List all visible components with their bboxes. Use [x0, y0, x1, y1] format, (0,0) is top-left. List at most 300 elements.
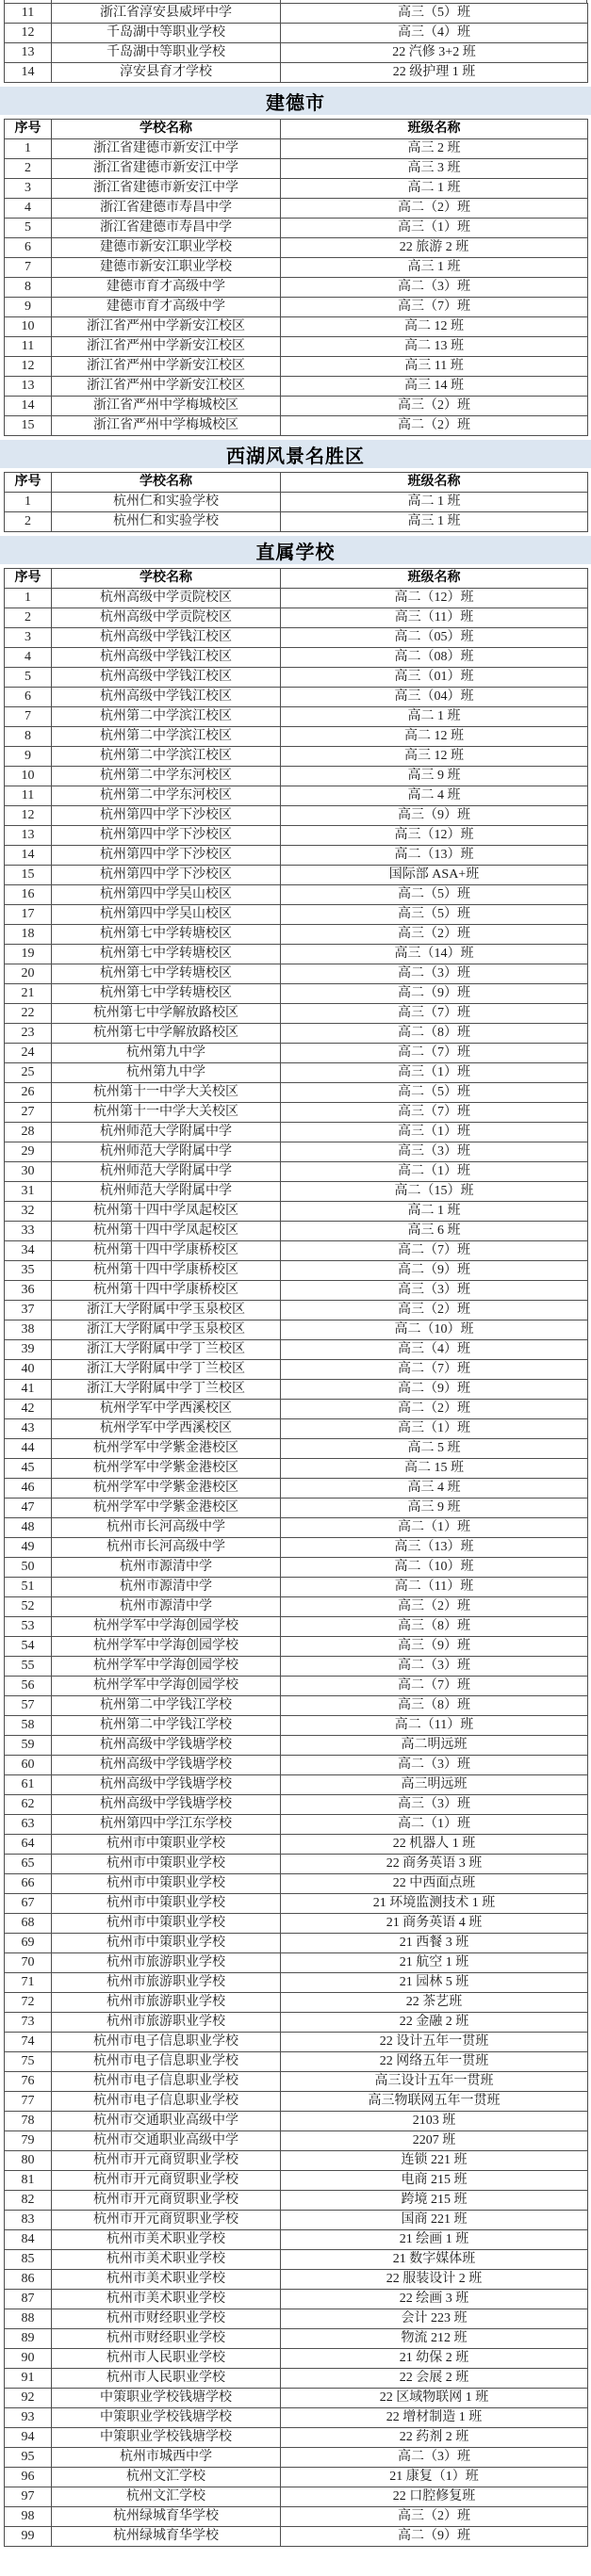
row-index-cell: 40 — [5, 1360, 52, 1380]
row-index-cell: 51 — [5, 1578, 52, 1597]
row-index-cell: 80 — [5, 2151, 52, 2171]
roster-table — [4, 119, 588, 436]
table-row — [5, 984, 588, 1004]
school-name-cell: 浙江省严州中学新安江校区 — [52, 317, 281, 337]
row-index-cell: 1 — [5, 589, 52, 608]
table-row — [5, 1914, 588, 1934]
school-name-cell: 杭州高级中学钱塘学校 — [52, 1775, 281, 1795]
row-index-cell: 49 — [5, 1538, 52, 1558]
class-name-cell: 高二（3）班 — [281, 1756, 588, 1775]
class-name-cell: 高二（2）班 — [281, 199, 588, 219]
class-name-cell: 21 幼保 2 班 — [281, 2349, 588, 2369]
class-name-cell: 高二（11）班 — [281, 1716, 588, 1736]
column-border-stub — [280, 0, 281, 3]
row-index-cell: 18 — [5, 925, 52, 945]
section-title-band: 直属学校 — [0, 536, 591, 564]
class-name-cell: 高二（9）班 — [281, 984, 588, 1004]
row-index-cell: 12 — [5, 357, 52, 377]
school-name-cell: 浙江省淳安县威坪中学 — [52, 4, 281, 24]
school-name-cell: 杭州第七中学转塘校区 — [52, 945, 281, 964]
table-row — [5, 1973, 588, 1993]
table-row — [5, 1024, 588, 1044]
row-index-cell: 17 — [5, 905, 52, 925]
class-name-cell: 物流 212 班 — [281, 2329, 588, 2349]
class-name-cell: 21 绘画 1 班 — [281, 2230, 588, 2250]
table-row — [5, 1004, 588, 1024]
table-row — [5, 4, 588, 24]
school-name-cell: 杭州仁和实验学校 — [52, 493, 281, 512]
class-name-cell: 高三（7）班 — [281, 1004, 588, 1024]
row-index-cell: 30 — [5, 1162, 52, 1182]
school-name-cell: 杭州绿城育华学校 — [52, 2527, 281, 2547]
row-index-cell: 73 — [5, 2013, 52, 2033]
class-name-cell: 22 服装设计 2 班 — [281, 2270, 588, 2290]
row-index-cell: 75 — [5, 2052, 52, 2072]
row-index-cell: 86 — [5, 2270, 52, 2290]
table-row — [5, 1617, 588, 1637]
school-name-cell: 杭州市财经职业学校 — [52, 2329, 281, 2349]
table-row — [5, 1123, 588, 1142]
row-index-cell: 10 — [5, 317, 52, 337]
school-name-cell: 浙江大学附属中学玉泉校区 — [52, 1320, 281, 1340]
class-name-cell: 21 园林 5 班 — [281, 1973, 588, 1993]
school-name-cell: 杭州市长河高级中学 — [52, 1518, 281, 1538]
roster-table — [4, 472, 588, 532]
class-name-cell: 高二（7）班 — [281, 1044, 588, 1063]
school-name-cell: 杭州第二中学滨江校区 — [52, 707, 281, 727]
row-index-cell: 25 — [5, 1063, 52, 1083]
class-name-cell: 高三（3）班 — [281, 1795, 588, 1815]
table-row — [5, 589, 588, 608]
class-name-cell: 2207 班 — [281, 2131, 588, 2151]
school-name-cell: 杭州市美术职业学校 — [52, 2270, 281, 2290]
school-name-cell: 建德市育才高级中学 — [52, 298, 281, 317]
table-row — [5, 2092, 588, 2112]
table-row — [5, 397, 588, 416]
class-name-cell: 高三 6 班 — [281, 1222, 588, 1241]
school-name-cell: 杭州绿城育华学校 — [52, 2507, 281, 2527]
class-name-cell: 跨境 215 班 — [281, 2191, 588, 2211]
table-row — [5, 493, 588, 512]
row-index-cell: 44 — [5, 1439, 52, 1459]
class-name-cell: 高三（8）班 — [281, 1617, 588, 1637]
class-name-cell: 高三（3）班 — [281, 1142, 588, 1162]
table-row — [5, 1261, 588, 1281]
column-header: 学校名称 — [52, 569, 281, 589]
column-header: 学校名称 — [52, 473, 281, 493]
row-index-cell: 58 — [5, 1716, 52, 1736]
table-row — [5, 298, 588, 317]
row-index-cell: 9 — [5, 747, 52, 767]
table-row — [5, 2052, 588, 2072]
school-name-cell: 杭州市电子信息职业学校 — [52, 2072, 281, 2092]
school-name-cell: 杭州第四中学下沙校区 — [52, 866, 281, 885]
school-name-cell: 杭州市开元商贸职业学校 — [52, 2191, 281, 2211]
table-row — [5, 179, 588, 199]
table-row — [5, 648, 588, 668]
table-row — [5, 63, 588, 83]
table-row — [5, 1993, 588, 2013]
roster-table — [4, 568, 588, 2547]
class-name-cell: 高二 5 班 — [281, 1439, 588, 1459]
table-row — [5, 806, 588, 826]
row-index-cell: 94 — [5, 2428, 52, 2448]
row-index-cell: 61 — [5, 1775, 52, 1795]
table-row — [5, 905, 588, 925]
class-name-cell: 高二（9）班 — [281, 2527, 588, 2547]
class-name-cell: 21 西餐 3 班 — [281, 1934, 588, 1953]
table-row — [5, 1320, 588, 1340]
class-name-cell: 高二 13 班 — [281, 337, 588, 357]
column-header: 序号 — [5, 120, 52, 139]
row-index-cell: 65 — [5, 1855, 52, 1874]
school-name-cell: 杭州市美术职业学校 — [52, 2230, 281, 2250]
school-name-cell: 建德市新安江职业学校 — [52, 258, 281, 278]
table-row — [5, 139, 588, 159]
class-name-cell: 22 药剂 2 班 — [281, 2428, 588, 2448]
class-name-cell: 22 增材制造 1 班 — [281, 2408, 588, 2428]
class-name-cell: 高三 11 班 — [281, 357, 588, 377]
row-index-cell: 19 — [5, 945, 52, 964]
row-index-cell: 33 — [5, 1222, 52, 1241]
school-name-cell: 杭州市源清中学 — [52, 1558, 281, 1578]
school-name-cell: 杭州学军中学海创园学校 — [52, 1677, 281, 1696]
row-index-cell: 60 — [5, 1756, 52, 1775]
school-name-cell: 浙江省严州中学新安江校区 — [52, 337, 281, 357]
row-index-cell: 78 — [5, 2112, 52, 2131]
table-row — [5, 1301, 588, 1320]
school-name-cell: 杭州市源清中学 — [52, 1578, 281, 1597]
school-name-cell: 杭州第七中学转塘校区 — [52, 925, 281, 945]
school-name-cell: 浙江大学附属中学丁兰校区 — [52, 1340, 281, 1360]
table-row — [5, 1380, 588, 1400]
row-index-cell: 6 — [5, 238, 52, 258]
row-index-cell: 20 — [5, 964, 52, 984]
table-row — [5, 1044, 588, 1063]
school-name-cell: 浙江大学附属中学丁兰校区 — [52, 1380, 281, 1400]
school-name-cell: 杭州市电子信息职业学校 — [52, 2033, 281, 2052]
table-row — [5, 1874, 588, 1894]
class-name-cell: 高三 3 班 — [281, 159, 588, 179]
class-name-cell: 22 商务英语 3 班 — [281, 1855, 588, 1874]
school-name-cell: 杭州第四中学吴山校区 — [52, 905, 281, 925]
class-name-cell: 22 绘画 3 班 — [281, 2290, 588, 2309]
table-row — [5, 1419, 588, 1439]
class-name-cell: 高二（2）班 — [281, 1400, 588, 1419]
table-row — [5, 199, 588, 219]
class-name-cell: 高二（8）班 — [281, 1024, 588, 1044]
row-index-cell: 29 — [5, 1142, 52, 1162]
row-index-cell: 69 — [5, 1934, 52, 1953]
row-index-cell: 76 — [5, 2072, 52, 2092]
class-name-cell: 22 茶艺班 — [281, 1993, 588, 2013]
class-name-cell: 22 金融 2 班 — [281, 2013, 588, 2033]
table-row — [5, 2290, 588, 2309]
school-name-cell: 杭州市电子信息职业学校 — [52, 2092, 281, 2112]
row-index-cell: 56 — [5, 1677, 52, 1696]
table-row — [5, 2349, 588, 2369]
row-index-cell: 57 — [5, 1696, 52, 1716]
class-name-cell: 高三（12）班 — [281, 826, 588, 846]
table-header-row — [5, 473, 588, 493]
table-row — [5, 238, 588, 258]
school-name-cell: 杭州学军中学西溪校区 — [52, 1400, 281, 1419]
table-row — [5, 2131, 588, 2151]
table-row — [5, 1538, 588, 1558]
class-name-cell: 高三（2）班 — [281, 2507, 588, 2527]
row-index-cell: 92 — [5, 2389, 52, 2408]
class-name-cell: 高三 1 班 — [281, 512, 588, 532]
table-row — [5, 2250, 588, 2270]
row-index-cell: 39 — [5, 1340, 52, 1360]
school-name-cell: 浙江省建德市新安江中学 — [52, 179, 281, 199]
school-name-cell: 杭州市旅游职业学校 — [52, 1993, 281, 2013]
section-title-band: 西湖风景名胜区 — [0, 440, 591, 468]
table-row — [5, 2369, 588, 2389]
school-name-cell: 杭州市人民职业学校 — [52, 2369, 281, 2389]
class-name-cell: 高二（9）班 — [281, 1261, 588, 1281]
class-name-cell: 高二明远班 — [281, 1736, 588, 1756]
row-index-cell: 85 — [5, 2250, 52, 2270]
row-index-cell: 87 — [5, 2290, 52, 2309]
class-name-cell: 高二（3）班 — [281, 964, 588, 984]
class-name-cell: 高二（9）班 — [281, 1380, 588, 1400]
school-name-cell: 杭州市中策职业学校 — [52, 1914, 281, 1934]
class-name-cell: 高二 4 班 — [281, 786, 588, 806]
table-row — [5, 1063, 588, 1083]
class-name-cell: 高二 1 班 — [281, 493, 588, 512]
class-name-cell: 高二（1）班 — [281, 1815, 588, 1835]
school-name-cell: 中策职业学校钱塘学校 — [52, 2428, 281, 2448]
class-name-cell: 高三（1）班 — [281, 1123, 588, 1142]
class-name-cell: 22 设计五年一贯班 — [281, 2033, 588, 2052]
table-row — [5, 1894, 588, 1914]
school-name-cell: 杭州高级中学贡院校区 — [52, 589, 281, 608]
table-row — [5, 2309, 588, 2329]
table-row — [5, 1578, 588, 1597]
table-row — [5, 786, 588, 806]
row-index-cell: 27 — [5, 1103, 52, 1123]
class-name-cell: 高三（04）班 — [281, 688, 588, 707]
row-index-cell: 38 — [5, 1320, 52, 1340]
column-header: 班级名称 — [281, 473, 588, 493]
table-header-row — [5, 569, 588, 589]
class-name-cell: 高二 1 班 — [281, 1202, 588, 1222]
table-row — [5, 846, 588, 866]
table-row — [5, 258, 588, 278]
table-row — [5, 1459, 588, 1479]
class-name-cell: 高二（7）班 — [281, 1241, 588, 1261]
school-name-cell: 杭州市城西中学 — [52, 2448, 281, 2468]
school-name-cell: 杭州高级中学钱江校区 — [52, 628, 281, 648]
school-name-cell: 杭州高级中学钱江校区 — [52, 668, 281, 688]
school-name-cell: 杭州第四中学下沙校区 — [52, 846, 281, 866]
row-index-cell: 42 — [5, 1400, 52, 1419]
table-row — [5, 2408, 588, 2428]
school-name-cell: 中策职业学校钱塘学校 — [52, 2408, 281, 2428]
row-index-cell: 10 — [5, 767, 52, 786]
row-index-cell: 35 — [5, 1261, 52, 1281]
school-name-cell: 杭州市中策职业学校 — [52, 1934, 281, 1953]
row-index-cell: 5 — [5, 668, 52, 688]
table-row — [5, 2468, 588, 2487]
table-row — [5, 1518, 588, 1538]
class-name-cell: 高三 1 班 — [281, 258, 588, 278]
class-name-cell: 高三 4 班 — [281, 1479, 588, 1499]
row-index-cell: 81 — [5, 2171, 52, 2191]
row-index-cell: 15 — [5, 866, 52, 885]
class-name-cell: 国际部 ASA+班 — [281, 866, 588, 885]
table-row — [5, 1340, 588, 1360]
class-name-cell: 高三设计五年一贯班 — [281, 2072, 588, 2092]
row-index-cell: 84 — [5, 2230, 52, 2250]
table-row — [5, 2191, 588, 2211]
table-row — [5, 747, 588, 767]
row-index-cell: 43 — [5, 1419, 52, 1439]
row-index-cell: 7 — [5, 707, 52, 727]
class-name-cell: 高三（2）班 — [281, 397, 588, 416]
table-row — [5, 707, 588, 727]
school-name-cell: 杭州第二中学钱江学校 — [52, 1716, 281, 1736]
section-title-band: 建德市 — [0, 87, 591, 115]
table-row — [5, 1855, 588, 1874]
row-index-cell: 3 — [5, 628, 52, 648]
school-name-cell: 杭州市美术职业学校 — [52, 2290, 281, 2309]
school-name-cell: 杭州师范大学附属中学 — [52, 1182, 281, 1202]
school-name-cell: 杭州师范大学附属中学 — [52, 1142, 281, 1162]
school-name-cell: 淳安县育才学校 — [52, 63, 281, 83]
class-name-cell: 高二（3）班 — [281, 1657, 588, 1677]
row-index-cell: 93 — [5, 2408, 52, 2428]
row-index-cell: 8 — [5, 727, 52, 747]
class-name-cell: 高三（1）班 — [281, 1419, 588, 1439]
row-index-cell: 21 — [5, 984, 52, 1004]
school-name-cell: 浙江省建德市新安江中学 — [52, 159, 281, 179]
school-name-cell: 杭州市开元商贸职业学校 — [52, 2171, 281, 2191]
column-header: 序号 — [5, 569, 52, 589]
row-index-cell: 1 — [5, 493, 52, 512]
table-row — [5, 608, 588, 628]
class-name-cell: 高三（4）班 — [281, 24, 588, 43]
table-row — [5, 1775, 588, 1795]
table-row — [5, 2389, 588, 2408]
school-name-cell: 杭州市旅游职业学校 — [52, 2013, 281, 2033]
school-name-cell: 杭州市交通职业高级中学 — [52, 2131, 281, 2151]
school-name-cell: 杭州高级中学钱塘学校 — [52, 1795, 281, 1815]
row-index-cell: 63 — [5, 1815, 52, 1835]
table-row — [5, 1202, 588, 1222]
class-name-cell: 22 汽修 3+2 班 — [281, 43, 588, 63]
table-row — [5, 43, 588, 63]
table-row — [5, 1835, 588, 1855]
table-row — [5, 1142, 588, 1162]
class-name-cell: 高二（2）班 — [281, 416, 588, 436]
row-index-cell: 4 — [5, 648, 52, 668]
school-name-cell: 杭州第十一中学大关校区 — [52, 1083, 281, 1103]
class-name-cell: 高二 15 班 — [281, 1459, 588, 1479]
class-name-cell: 高二（5）班 — [281, 1083, 588, 1103]
class-name-cell: 22 机器人 1 班 — [281, 1835, 588, 1855]
school-name-cell: 杭州第二中学滨江校区 — [52, 747, 281, 767]
row-index-cell: 79 — [5, 2131, 52, 2151]
school-name-cell: 浙江省严州中学梅城校区 — [52, 397, 281, 416]
class-name-cell: 21 数字媒体班 — [281, 2250, 588, 2270]
school-name-cell: 杭州第二中学东河校区 — [52, 767, 281, 786]
class-name-cell: 高三（2）班 — [281, 1301, 588, 1320]
table-row — [5, 1281, 588, 1301]
row-index-cell: 2 — [5, 512, 52, 532]
school-name-cell: 杭州市中策职业学校 — [52, 1855, 281, 1874]
class-name-cell: 高三（11）班 — [281, 608, 588, 628]
school-name-cell: 浙江省建德市寿昌中学 — [52, 199, 281, 219]
class-name-cell: 22 级护理 1 班 — [281, 63, 588, 83]
school-name-cell: 杭州市财经职业学校 — [52, 2309, 281, 2329]
row-index-cell: 14 — [5, 63, 52, 83]
school-name-cell: 杭州市开元商贸职业学校 — [52, 2151, 281, 2171]
school-name-cell: 杭州高级中学钱江校区 — [52, 648, 281, 668]
row-index-cell: 70 — [5, 1953, 52, 1973]
class-name-cell: 高三物联网五年一贯班 — [281, 2092, 588, 2112]
table-row — [5, 2448, 588, 2468]
row-index-cell: 82 — [5, 2191, 52, 2211]
school-name-cell: 杭州高级中学钱塘学校 — [52, 1736, 281, 1756]
school-name-cell: 杭州第十四中学康桥校区 — [52, 1241, 281, 1261]
class-name-cell: 高二 12 班 — [281, 317, 588, 337]
table-row — [5, 2072, 588, 2092]
school-name-cell: 杭州市人民职业学校 — [52, 2349, 281, 2369]
table-row — [5, 727, 588, 747]
row-index-cell: 77 — [5, 2092, 52, 2112]
table-row — [5, 826, 588, 846]
class-name-cell: 高三（1）班 — [281, 219, 588, 238]
table-row — [5, 964, 588, 984]
table-row — [5, 2428, 588, 2448]
school-name-cell: 杭州第四中学吴山校区 — [52, 885, 281, 905]
row-index-cell: 66 — [5, 1874, 52, 1894]
class-name-cell: 22 中西面点班 — [281, 1874, 588, 1894]
row-index-cell: 11 — [5, 4, 52, 24]
class-name-cell: 21 康复（1）班 — [281, 2468, 588, 2487]
row-index-cell: 88 — [5, 2309, 52, 2329]
row-index-cell: 96 — [5, 2468, 52, 2487]
class-name-cell: 高三（14）班 — [281, 945, 588, 964]
class-name-cell: 高三明远班 — [281, 1775, 588, 1795]
row-index-cell: 67 — [5, 1894, 52, 1914]
row-index-cell: 12 — [5, 806, 52, 826]
row-index-cell: 62 — [5, 1795, 52, 1815]
school-name-cell: 杭州文汇学校 — [52, 2468, 281, 2487]
row-index-cell: 89 — [5, 2329, 52, 2349]
class-name-cell: 高三 14 班 — [281, 377, 588, 397]
row-index-cell: 91 — [5, 2369, 52, 2389]
class-name-cell: 高三（8）班 — [281, 1696, 588, 1716]
row-index-cell: 95 — [5, 2448, 52, 2468]
school-name-cell: 杭州第四中学下沙校区 — [52, 826, 281, 846]
school-name-cell: 杭州高级中学贡院校区 — [52, 608, 281, 628]
table-row — [5, 512, 588, 532]
table-row — [5, 1736, 588, 1756]
class-name-cell: 高二（3）班 — [281, 2448, 588, 2468]
class-name-cell: 21 环境监测技术 1 班 — [281, 1894, 588, 1914]
table-row — [5, 688, 588, 707]
table-row — [5, 1499, 588, 1518]
column-header: 班级名称 — [281, 120, 588, 139]
table-row — [5, 2230, 588, 2250]
table-row — [5, 1815, 588, 1835]
class-name-cell: 2103 班 — [281, 2112, 588, 2131]
class-name-cell: 22 口腔修复班 — [281, 2487, 588, 2507]
row-index-cell: 2 — [5, 608, 52, 628]
